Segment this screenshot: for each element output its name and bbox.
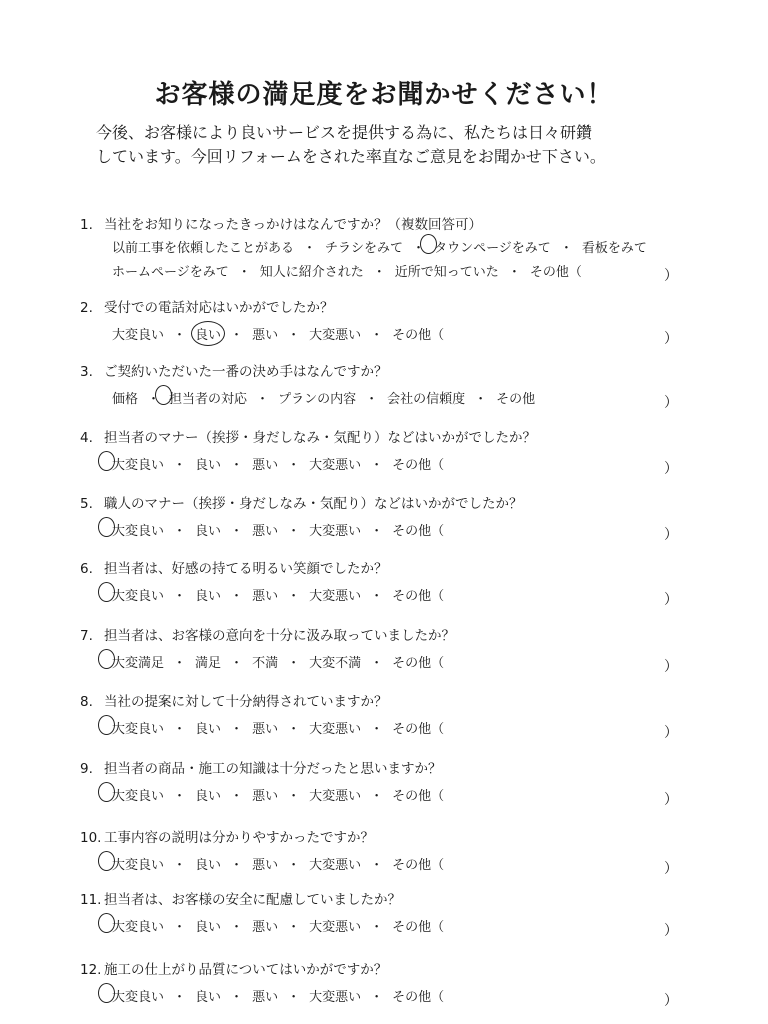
answer-option-selected[interactable]: 大変満足 (112, 652, 164, 671)
question-number: 7. (80, 628, 93, 644)
answer-option-selected[interactable]: 大変良い (112, 916, 164, 935)
question-text: 施工の仕上がり品質についてはいかがですか？ (104, 962, 388, 978)
question-number: 2. (80, 300, 93, 316)
question-text: 担当者のマナー（挨拶・身だしなみ・気配り）などはいかがでしたか？ (104, 430, 536, 446)
question-text: 当社をお知りになったきっかけはなんですか？（複数回答可） (104, 217, 482, 233)
question-text: 担当者は、好感の持てる明るい笑顔でしたか？ (104, 561, 388, 577)
answer-option[interactable]: 大変悪い (309, 458, 362, 473)
answer-option[interactable]: 悪い (252, 920, 279, 935)
option-separator: ・ (507, 265, 521, 280)
option-separator: ・ (173, 858, 187, 873)
question-10 (80, 826, 680, 846)
answer-option[interactable]: 会社の信頼度 (387, 392, 466, 407)
answer-option[interactable]: 大変悪い (309, 589, 362, 604)
answer-option[interactable]: 大変悪い (309, 328, 362, 343)
option-separator: ・ (230, 858, 244, 873)
page-title: お客様の満足度をお聞かせください！ (154, 80, 614, 110)
answer-option-selected[interactable]: 良い (195, 324, 221, 343)
question-number: 10. (80, 830, 102, 846)
option-separator: ・ (230, 656, 244, 671)
answer-option[interactable]: 悪い (252, 858, 279, 873)
answer-options-row (112, 261, 672, 280)
answer-option[interactable]: 悪い (252, 589, 279, 604)
option-separator: ・ (287, 524, 301, 539)
option-separator: ・ (372, 265, 386, 280)
other-answer-close-paren: ） (664, 923, 678, 939)
answer-option[interactable]: 近所で知っていた (394, 265, 499, 280)
option-separator: ・ (287, 328, 301, 343)
option-separator: ・ (173, 524, 187, 539)
option-separator: ・ (230, 920, 244, 935)
answer-option[interactable]: 悪い (252, 328, 279, 343)
question-text: 受付での電話対応はいかがでしたか？ (104, 300, 334, 316)
answer-option[interactable]: 良い (195, 458, 222, 473)
answer-option[interactable]: ホームページをみて (112, 265, 229, 280)
answer-option[interactable]: チラシをみて (325, 241, 404, 256)
answer-option-selected[interactable]: 大変良い (112, 520, 164, 539)
option-separator: ・ (370, 328, 384, 343)
answer-options-row (112, 585, 672, 604)
option-separator: ・ (365, 392, 379, 407)
option-separator: ・ (474, 392, 488, 407)
answer-option[interactable]: 悪い (252, 722, 279, 737)
other-answer-close-paren: ） (664, 792, 678, 808)
option-separator: ・ (173, 589, 187, 604)
answer-options-row (112, 986, 672, 1005)
option-separator: ・ (287, 858, 301, 873)
answer-option[interactable]: 悪い (252, 990, 279, 1005)
answer-option-selected[interactable]: タウンページをみて (434, 237, 551, 256)
option-separator: ・ (287, 458, 301, 473)
answer-option[interactable]: 大変悪い (309, 722, 362, 737)
answer-option[interactable]: その他（ (392, 920, 445, 935)
answer-option[interactable]: その他（ (392, 589, 445, 604)
answer-option[interactable]: 大変悪い (309, 789, 362, 804)
question-number: 11. (80, 892, 102, 908)
option-separator: ・ (370, 789, 384, 804)
other-answer-close-paren: ） (664, 395, 678, 411)
option-separator: ・ (287, 722, 301, 737)
answer-option-selected[interactable]: 大変良い (112, 785, 164, 804)
answer-options-row (112, 324, 672, 343)
answer-option-selected[interactable]: 大変良い (112, 854, 164, 873)
answer-options-row (112, 454, 672, 473)
question-number: 1. (80, 217, 93, 233)
question-text: 工事内容の説明は分かりやすかったですか？ (104, 830, 374, 846)
answer-option[interactable]: 大変悪い (309, 524, 362, 539)
question-3 (80, 360, 680, 380)
question-number: 6. (80, 561, 93, 577)
answer-options-row (112, 388, 672, 407)
question-8 (80, 690, 680, 710)
answer-option[interactable]: 良い (195, 789, 222, 804)
question-text: 担当者は、お客様の安全に配慮していましたか？ (104, 892, 401, 908)
option-separator: ・ (370, 656, 384, 671)
question-1 (80, 213, 680, 233)
question-number: 4. (80, 430, 93, 446)
other-answer-close-paren: ） (664, 268, 678, 284)
option-separator: ・ (370, 458, 384, 473)
option-separator: ・ (173, 920, 187, 935)
question-9 (80, 757, 680, 777)
answer-option[interactable]: その他（ (392, 458, 445, 473)
answer-option[interactable]: その他（ (392, 990, 445, 1005)
answer-option[interactable]: 良い (195, 722, 222, 737)
question-number: 5. (80, 496, 93, 512)
option-separator: ・ (412, 241, 426, 256)
other-answer-close-paren: ） (664, 725, 678, 741)
question-6 (80, 557, 680, 577)
option-separator: ・ (370, 920, 384, 935)
option-separator: ・ (287, 990, 301, 1005)
answer-options-row (112, 854, 672, 873)
question-4 (80, 426, 680, 446)
option-separator: ・ (230, 458, 244, 473)
answer-option[interactable]: その他（ (392, 524, 445, 539)
answer-option[interactable]: その他（ (392, 328, 445, 343)
other-answer-close-paren: ） (664, 993, 678, 1009)
answer-option[interactable]: 不満 (252, 656, 279, 671)
answer-option-selected[interactable]: 大変良い (112, 986, 164, 1005)
answer-options-row (112, 916, 672, 935)
option-separator: ・ (370, 589, 384, 604)
option-separator: ・ (287, 656, 301, 671)
answer-option[interactable]: 良い (195, 524, 222, 539)
question-text: 職人のマナー（挨拶・身だしなみ・気配り）などはいかがでしたか？ (104, 496, 523, 512)
answer-option[interactable]: 良い (195, 990, 222, 1005)
answer-option[interactable]: 良い (195, 920, 222, 935)
option-separator: ・ (230, 722, 244, 737)
question-text: 担当者の商品・施工の知識は十分だったと思いますか？ (104, 761, 442, 777)
intro-line-1: 今後、お客様により良いサービスを提供する為に、私たちは日々研鑽 (96, 123, 593, 142)
answer-option-selected[interactable]: 大変良い (112, 454, 164, 473)
other-answer-close-paren: ） (664, 461, 678, 477)
option-separator: ・ (370, 722, 384, 737)
option-separator: ・ (173, 722, 187, 737)
question-text: ご契約いただいた一番の決め手はなんですか？ (104, 364, 388, 380)
question-text: 当社の提案に対して十分納得されていますか？ (104, 694, 388, 710)
option-separator: ・ (230, 328, 244, 343)
question-7 (80, 624, 680, 644)
option-separator: ・ (230, 524, 244, 539)
option-separator: ・ (370, 524, 384, 539)
other-answer-close-paren: ） (664, 861, 678, 877)
answer-option[interactable]: 大変悪い (309, 920, 362, 935)
intro-line-2: しています。今回リフォームをされた率直なご意見をお聞かせ下さい。 (96, 147, 606, 166)
answer-option[interactable]: その他（ (392, 789, 445, 804)
answer-option-selected[interactable]: 大変良い (112, 718, 164, 737)
intro-text (96, 121, 696, 169)
answer-option[interactable]: 良い (195, 589, 222, 604)
option-separator: ・ (147, 392, 161, 407)
question-text: 担当者は、お客様の意向を十分に汲み取っていましたか？ (104, 628, 455, 644)
answer-options-row (112, 785, 672, 804)
other-answer-close-paren: ） (664, 527, 678, 543)
answer-options-row (112, 652, 672, 671)
option-separator: ・ (287, 920, 301, 935)
other-answer-close-paren: ） (664, 331, 678, 347)
option-separator: ・ (303, 241, 317, 256)
answer-option-selected[interactable]: 大変良い (112, 585, 164, 604)
option-separator: ・ (287, 789, 301, 804)
option-separator: ・ (237, 265, 251, 280)
answer-option[interactable]: 大変不満 (309, 656, 362, 671)
answer-option[interactable]: 悪い (252, 524, 279, 539)
option-separator: ・ (370, 990, 384, 1005)
option-separator: ・ (559, 241, 573, 256)
option-separator: ・ (173, 328, 187, 343)
answer-options-row (112, 237, 672, 256)
option-separator: ・ (173, 656, 187, 671)
question-2 (80, 296, 680, 316)
answer-option[interactable]: その他 (496, 392, 536, 407)
question-number: 9. (80, 761, 93, 777)
answer-option[interactable]: プランの内容 (278, 392, 357, 407)
question-11 (80, 888, 680, 908)
option-separator: ・ (256, 392, 270, 407)
option-separator: ・ (230, 789, 244, 804)
answer-option[interactable]: 満足 (195, 656, 222, 671)
option-separator: ・ (173, 789, 187, 804)
question-number: 3. (80, 364, 93, 380)
question-number: 8. (80, 694, 93, 710)
option-separator: ・ (370, 858, 384, 873)
other-answer-close-paren: ） (664, 659, 678, 675)
answer-options-row (112, 718, 672, 737)
other-answer-close-paren: ） (664, 592, 678, 608)
answer-options-row (112, 520, 672, 539)
question-number: 12. (80, 962, 102, 978)
option-separator: ・ (173, 990, 187, 1005)
question-5 (80, 492, 680, 512)
answer-option[interactable]: 悪い (252, 789, 279, 804)
option-separator: ・ (230, 990, 244, 1005)
answer-option[interactable]: 悪い (252, 458, 279, 473)
answer-option[interactable]: 大変悪い (309, 990, 362, 1005)
option-separator: ・ (230, 589, 244, 604)
option-separator: ・ (287, 589, 301, 604)
option-separator: ・ (173, 458, 187, 473)
answer-option-selected[interactable]: 担当者の対応 (169, 388, 247, 407)
answer-option[interactable]: 知人に紹介された (259, 265, 364, 280)
answer-option[interactable]: 大変悪い (309, 858, 362, 873)
answer-option[interactable]: 大変良い (112, 328, 165, 343)
answer-option[interactable]: その他（ (392, 858, 445, 873)
question-12 (80, 958, 680, 978)
answer-option[interactable]: 良い (195, 858, 222, 873)
answer-option[interactable]: 価格 (112, 392, 139, 407)
answer-option[interactable]: その他（ (529, 265, 582, 280)
answer-option[interactable]: その他（ (392, 722, 445, 737)
answer-option[interactable]: その他（ (392, 656, 445, 671)
answer-option[interactable]: 看板をみて (581, 241, 647, 256)
answer-option[interactable]: 以前工事を依頼したことがある (112, 241, 295, 256)
